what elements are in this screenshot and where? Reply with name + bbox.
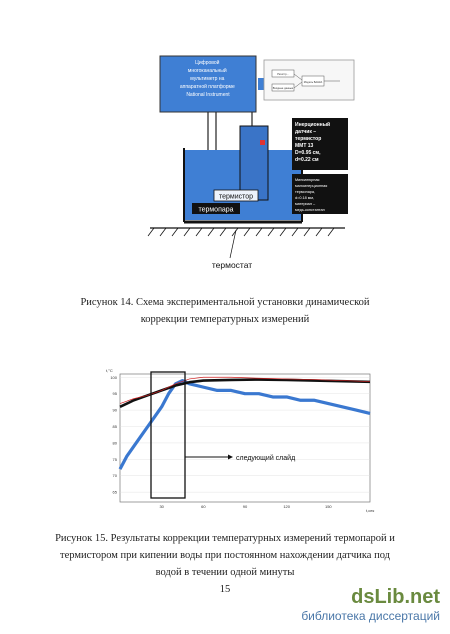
panel-block-2: Входные данные bbox=[272, 87, 294, 90]
x-axis-label: t,сек bbox=[366, 508, 375, 513]
y-tick-label: 75 bbox=[112, 456, 117, 462]
page-number: 15 bbox=[219, 584, 231, 595]
thermistor-device bbox=[240, 126, 268, 200]
x-tick-label: 60 bbox=[201, 504, 206, 509]
thermocouple-tag: термопара bbox=[198, 206, 234, 214]
figure-14-caption bbox=[0, 294, 450, 328]
indicator-icon bbox=[260, 140, 265, 145]
thermocouple-label: Миниатюрная малоинерционная термопара, d=0.18 мм, материал – медь-константан bbox=[295, 178, 328, 212]
ground-hatch bbox=[148, 228, 334, 236]
watermark-title: dsLib.net bbox=[351, 586, 440, 608]
setup-diagram bbox=[140, 40, 380, 280]
multimeter-label: Цифровой многоканальный мультиметр на аппаратной платформе National Instrument bbox=[179, 60, 235, 98]
y-tick-label: 90 bbox=[112, 407, 117, 413]
caption-line: термистором при кипении воды при постоянном нахождении датчика под bbox=[60, 550, 390, 561]
y-tick-label: 65 bbox=[112, 489, 117, 495]
sensor-label: Инерционный датчик – термистор ММТ 13 D=0.95 см, d=0.22 см bbox=[295, 122, 331, 163]
temperature-chart bbox=[98, 364, 378, 514]
panel-block-3: Модель БАНКА bbox=[303, 81, 323, 84]
caption-line: коррекции температурных измерений bbox=[140, 314, 310, 325]
x-tick-label: 120 bbox=[283, 504, 291, 509]
thermistor-tag: термистор bbox=[218, 193, 254, 201]
x-tick-label: 150 bbox=[324, 504, 332, 509]
watermark-subtitle: библиотека диссертаций bbox=[301, 609, 440, 623]
figure-15-caption bbox=[0, 530, 450, 581]
y-tick-label: 80 bbox=[112, 440, 117, 446]
y-tick-label: 85 bbox=[112, 424, 117, 430]
watermark bbox=[301, 586, 440, 623]
panel-block-1: Регистр... bbox=[277, 73, 289, 76]
thermostat-label: термостат bbox=[211, 260, 253, 270]
x-tick-label: 90 bbox=[242, 504, 248, 509]
y-tick-label: 70 bbox=[112, 473, 117, 479]
y-axis-label: t,°C bbox=[106, 368, 113, 373]
caption-line: Рисунок 14. Схема экспериментальной установки динамической bbox=[80, 297, 370, 308]
caption-line: Рисунок 15. Результаты коррекции температурных измерений термопарой и bbox=[55, 533, 395, 544]
y-tick-label: 100 bbox=[110, 374, 117, 380]
x-tick-label: 30 bbox=[159, 504, 164, 509]
y-tick-label: 95 bbox=[112, 391, 117, 397]
caption-line: водой в течении одной минуты bbox=[155, 567, 295, 578]
chart-annotation: следующий слайд bbox=[236, 455, 296, 462]
